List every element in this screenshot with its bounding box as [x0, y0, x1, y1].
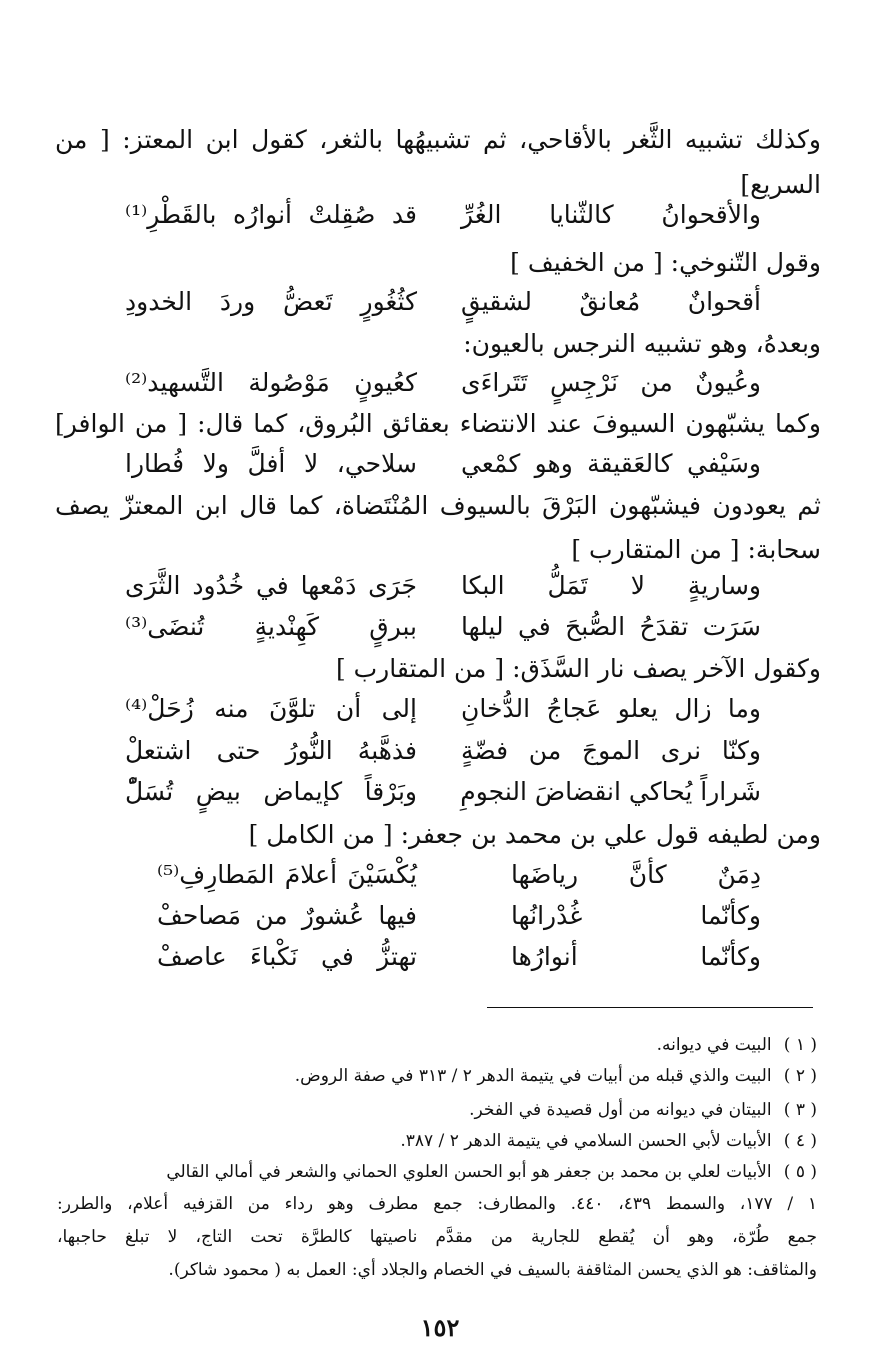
verse-first-hemistich: شَراراً يُحاكي انقضاضَ النجومِ: [460, 777, 761, 806]
prose-line: وكقول الآخر يصف نار السَّذَق: [ من المتقارب ]: [335, 654, 821, 683]
verse-first-hemistich: دِمَنٌ كأنَّ رياضَها: [511, 860, 761, 889]
footnote: [57, 1096, 817, 1124]
footnote-number: ( ٢ ): [783, 1066, 817, 1086]
verse-line: [0, 363, 879, 403]
footnote-continuation: ١ / ١٧٧، والسمط ٤٣٩، ٤٤٠. والمطارف: جمع مطرف وهو رداء من القزفيه أعلام، والطرر:: [57, 1194, 817, 1214]
footnote-number: ( ١ ): [783, 1035, 817, 1055]
verse-first-hemistich: وكنّا نرى الموجَ من فضّةٍ: [461, 736, 761, 765]
verse-first-hemistich: وكأنّما أنوارُها: [511, 942, 761, 971]
verse-line: [0, 607, 879, 647]
verse-first-hemistich: وساريةٍ لا تَمَلُّ البكا: [461, 571, 761, 600]
footnote: [57, 1062, 817, 1090]
footnote-text: البيت والذي قبله من أبيات في يتيمة الدهر ٢ / ٣١٣ في صفة الروض.: [294, 1066, 772, 1086]
footnote-continuation: جمع طُرّة، وهو أن يُقطع للجارية من مقدَّم ناصيتها كالطرَّة تحت التاج، لا تبلغ حاجبها،: [57, 1227, 817, 1247]
verse-first-hemistich: وما زال يعلو عَجاجُ الدُّخانِ: [461, 694, 761, 723]
footnote: [57, 1158, 817, 1186]
prose-line: وكذلك تشبيه الثَّغر بالأقاحي، ثم تشبيهُها بالثغر، كقول ابن المعتز: [ من: [55, 125, 821, 154]
verse-second-hemistich: قد صُقِلتْ أنوارُه بالقَطْرِ⁽¹⁾: [125, 200, 417, 229]
verse-second-hemistich: كثُغُورٍ تَعضُّ وردَ الخدودِ: [125, 287, 417, 316]
page-number: ١٥٢: [420, 1313, 460, 1342]
verse-first-hemistich: وكأنّما غُدْرانُها: [511, 901, 761, 930]
verse-line: [0, 855, 879, 895]
verse-line: [0, 937, 879, 977]
verse-first-hemistich: وسَيْفي كالعَقيقة وهو كمْعي: [461, 449, 761, 478]
verse-second-hemistich: إلى أن تلوَّنَ منه زُحَلْ⁽⁴⁾: [125, 694, 417, 723]
prose-line: وكما يشبّهون السيوفَ عند الانتضاء بعقائق البُروق، كما قال: [ من الوافر]: [55, 409, 821, 438]
prose-line: سحابة: [ من المتقارب ]: [571, 535, 821, 564]
verse-line: [0, 731, 879, 771]
verse-line: [0, 896, 879, 936]
footnote-number: ( ٥ ): [783, 1162, 817, 1182]
prose-line: السريع]: [740, 170, 821, 199]
verse-first-hemistich: سَرَت تقدَحُ الصُّبحَ في ليلها: [461, 612, 761, 641]
prose-line: وقول التّنوخي: [ من الخفيف ]: [510, 248, 821, 277]
prose-line: وبعدهُ، وهو تشبيه النرجس بالعيون:: [463, 329, 821, 358]
prose-line: ثم يعودون فيشبّهون البَرْقَ بالسيوف المُنْتَضاة، كما قال ابن المعتزّ يصف: [55, 491, 821, 520]
verse-second-hemistich: جَرَى دَمْعها في خُدُود الثَّرَى: [125, 571, 417, 600]
verse-second-hemistich: فيها عُشورٌ من مَصاحفْ: [157, 901, 417, 930]
verse-first-hemistich: أقحوانٌ مُعانقٌ لشقيقٍ: [461, 287, 761, 316]
verse-second-hemistich: سلاحي، لا أفلَّ ولا فُطارا: [125, 449, 417, 478]
verse-second-hemistich: ببرقٍ كَهِنْديةٍ تُنضَى⁽³⁾: [125, 612, 417, 641]
footnote: [57, 1127, 817, 1155]
verse-second-hemistich: كعُيونٍ مَوْصُولة التَّسهيد⁽²⁾: [125, 368, 417, 397]
verse-second-hemistich: فذهَّبهُ النُّورُ حتى اشتعلْ: [125, 736, 417, 765]
verse-line: [0, 566, 879, 606]
footnote: [57, 1031, 817, 1059]
footnote-text: البيت في ديوانه.: [656, 1035, 772, 1055]
footnote-continuation: والمثاقف: هو الذي يحسن المثاقفة بالسيف في الخصام والجلاد أي: العمل به ( محمود شاكر).: [168, 1260, 817, 1280]
verse-first-hemistich: والأقحوانُ كالثّنايا الغُرِّ: [461, 200, 761, 229]
footnote-text: البيتان في ديوانه من أول قصيدة في الفخر.: [469, 1100, 772, 1120]
verse-line: [0, 689, 879, 729]
footnote-text: الأبيات لأبي الحسن السلامي في يتيمة الدهر ٢ / ٣٨٧.: [400, 1131, 772, 1151]
footnote-text: الأبيات لعلي بن محمد بن جعفر هو أبو الحسن العلوي الحماني والشعر في أمالي القالي: [166, 1162, 772, 1182]
verse-second-hemistich: تهتزُّ في نَكْباءَ عاصفْ: [157, 942, 417, 971]
verse-line: [0, 195, 879, 235]
prose-line: ومن لطيفه قول علي بن محمد بن جعفر: [ من الكامل ]: [248, 820, 821, 849]
verse-line: [0, 772, 879, 812]
verse-first-hemistich: وعُيونٌ من نَرْجِسٍ تَتَراءَى: [461, 368, 761, 397]
verse-second-hemistich: وبَرْقاً كإيماض بيضٍ تُسَلّْ: [125, 777, 417, 806]
footnote-number: ( ٣ ): [783, 1100, 817, 1120]
verse-second-hemistich: يُكْسَيْنَ أعلامَ المَطارِفِ⁽⁵⁾: [157, 860, 417, 889]
verse-line: [0, 282, 879, 322]
footnote-divider: [487, 1007, 813, 1008]
footnote-number: ( ٤ ): [783, 1131, 817, 1151]
verse-line: [0, 444, 879, 484]
